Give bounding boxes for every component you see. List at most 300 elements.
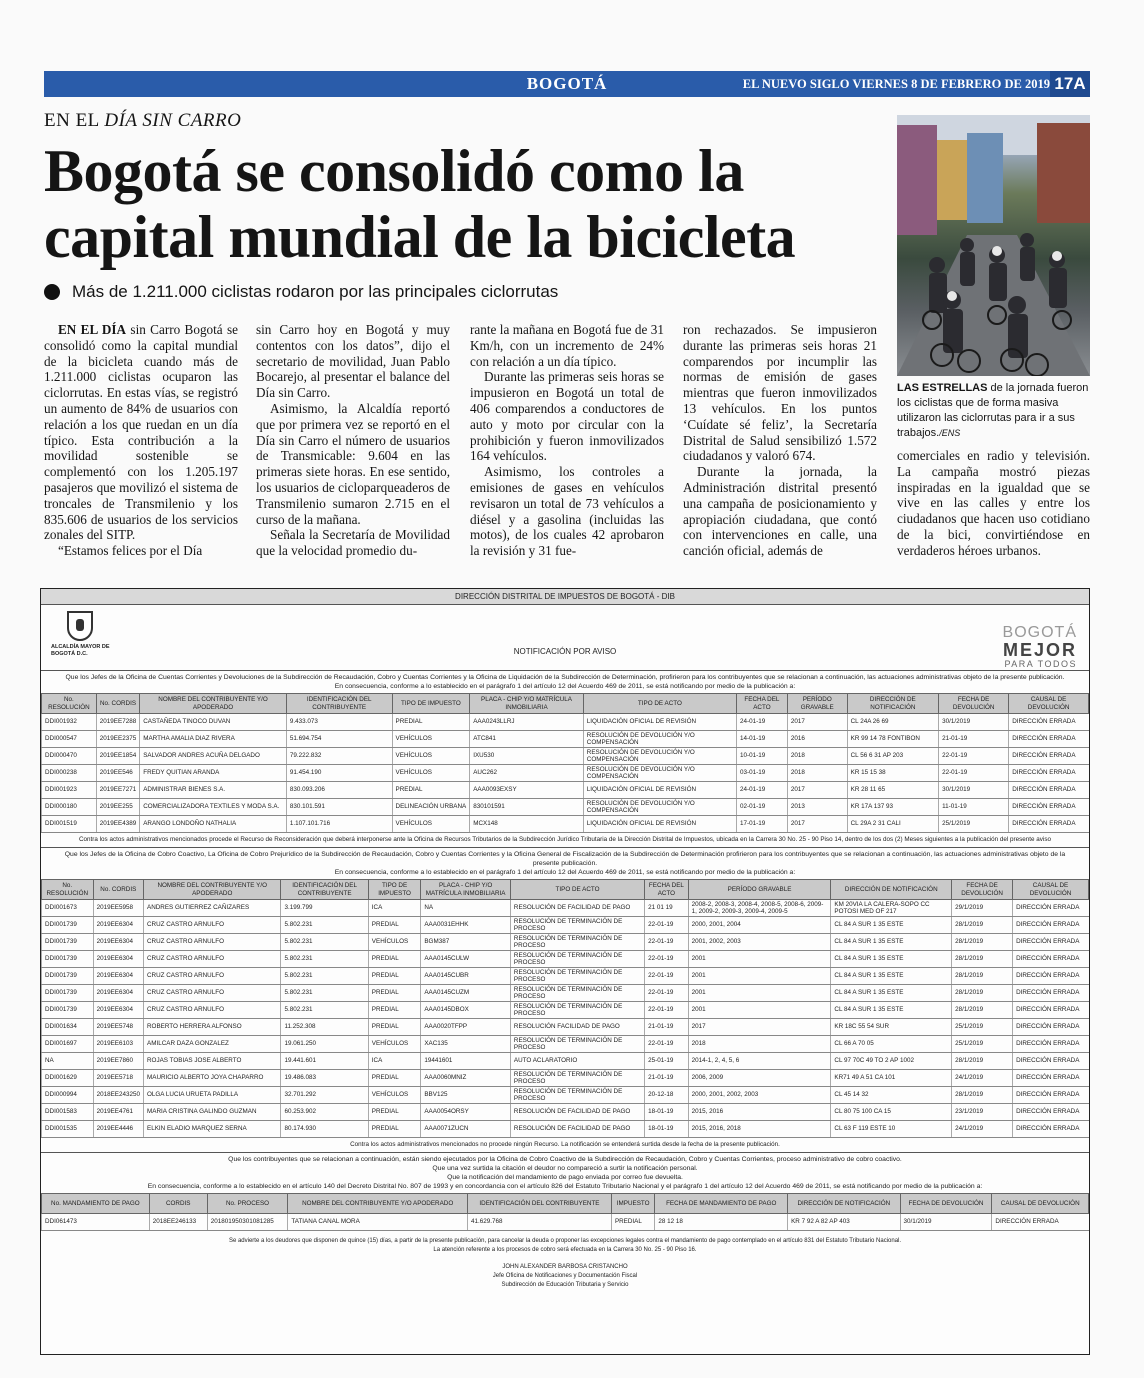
table-cell: AUTO ACLARATORIO [510,1053,644,1070]
table-cell: 28/1/2019 [952,985,1013,1002]
table-cell: 30/1/2019 [900,1214,992,1231]
table-row [42,1214,1089,1231]
table-row [42,951,1089,968]
table-cell: VEHÍCULOS [392,765,470,782]
table-row [42,968,1089,985]
table-cell: CL 84 A SUR 1 35 ESTE [831,968,952,985]
table-cell: 2018EE246133 [149,1214,207,1231]
signatory-office: Subdirección de Educación Tributaria y Servicio [501,1282,629,1288]
table-cell: DDI000470 [42,748,97,765]
table-cell: VEHÍCULOS [368,934,421,951]
table-cell: PREDIAL [368,985,421,1002]
table-row [42,1121,1089,1138]
table-cell: 21-01-19 [645,1019,689,1036]
paragraph-text: sin Carro Bogotá se consolidó como la capital mundial de la bicicleta cuando más de 1.211.000 ciclistas ocuparon las ciclorrutas. En estas vías, se registró un aumento de 84% de usuarios con relación a los que ruedan en un día típico. Esta contribución a la movilidad sostenible se complementó con los 1.205.197 pasajeros que movilizó el sistema de troncales de Transmilenio y los 835.606 de usuarios de los servicios zonales del SITP. [44,322,238,543]
table-cell: 830.093.206 [286,782,392,799]
table-cell: 2001 [688,968,831,985]
table-cell: KR 7 92 A 82 AP 403 [788,1214,900,1231]
table-cell: 2019EE6304 [93,934,143,951]
table-cell: 21-01-19 [939,731,1009,748]
table-cell: DIRECCIÓN ERRADA [1009,748,1089,765]
table-cell: 5.802.231 [281,968,368,985]
table-cell: VEHÍCULOS [368,1087,421,1104]
table-cell: 28/1/2019 [952,951,1013,968]
table-cell: ICA [368,1053,421,1070]
table-cell: 18-01-19 [645,1121,689,1138]
table-cell: RESOLUCIÓN DE FACILIDAD DE PAGO [510,1104,644,1121]
table-cell: 2019EE4446 [93,1121,143,1138]
paragraph: ron rechazados. Se impusieron durante las primeras seis horas 21 comparendos por incumplir las normas de emisión de gases mientras que fueron inmovilizados 13 vehículos. En los puntos ‘Cuídate sé feliz’, la Secretaría Distrital de Salud sensibilizó 1.572 ciudadanos y valoró 674. [683,322,877,464]
table-cell: VEHÍCULOS [368,1036,421,1053]
table-cell: 830101591 [470,799,584,816]
table-cell: ARANGO LONDOÑO NATHALIA [140,816,287,833]
table-cell: 2019EE6103 [93,1036,143,1053]
table-cell: 2017 [787,782,847,799]
section-name: BOGOTÁ [526,74,608,93]
table-cell: PREDIAL [368,917,421,934]
paragraph [44,322,238,543]
table-cell: DDI000994 [42,1087,94,1104]
table-cell: 2015, 2016 [688,1104,831,1121]
notice-table-2 [41,879,1089,1138]
table-cell: CRUZ CASTRO ARNULFO [144,985,281,1002]
table-cell: 03-01-19 [737,765,788,782]
table-cell: 2019EE7271 [96,782,139,799]
table-cell: DIRECCIÓN ERRADA [1009,816,1089,833]
column-header: TIPO DE ACTO [583,694,736,714]
table-cell: TATIANA CANAL MORA [288,1214,468,1231]
table-cell: CRUZ CASTRO ARNULFO [144,934,281,951]
subhead [44,282,558,302]
table-cell: 22-01-19 [645,1036,689,1053]
table-cell: 2017 [688,1019,831,1036]
table-cell: 3.199.799 [281,900,368,917]
table-cell: SALVADOR ANDRES ACUÑA DELGADO [140,748,287,765]
table-cell: AAA0145DBOX [421,1002,511,1019]
caption-text: de la jornada fueron los ciclistas que de forma masiva utilizaron las ciclorrutas para ir a sus trabajos. [897,382,1089,439]
table-cell: KR 17A 137 93 [847,799,938,816]
table-cell: 2017 [787,714,847,731]
footer-text: Se advierte a los deudores que disponen de quince (15) días, a partir de la presente publicación, para cancelar la deuda o proponer las excepciones legales contra el mandamiento de pago contemplado en el artículo 831 del Estatuto Tributario Nacional. [228,1238,902,1244]
table-cell: DIRECCIÓN ERRADA [1013,934,1089,951]
table-cell: 2008-2, 2008-3, 2008-4, 2008-5, 2008-6, 2009-1, 2009-2, 2009-3, 2009-4, 2009-5 [688,900,831,917]
table-cell: VEHÍCULOS [392,731,470,748]
table-cell: RESOLUCIÓN DE TERMINACIÓN DE PROCESO [510,1036,644,1053]
table-cell: PREDIAL [368,1104,421,1121]
cyclists-photo-illustration [897,115,1090,376]
table-cell: DDI061473 [42,1214,150,1231]
table-cell: AAA0243LLRJ [470,714,584,731]
table-cell: DIRECCIÓN ERRADA [1013,951,1089,968]
table-row [42,1036,1089,1053]
table-cell: 28/1/2019 [952,1053,1013,1070]
notice-intro-1 [41,671,1089,693]
table-cell: 11.252.308 [281,1019,368,1036]
column-header: NOMBRE DEL CONTRIBUYENTE Y/O APODERADO [144,880,281,900]
table-row [42,1019,1089,1036]
table-cell: 1.107.101.716 [286,816,392,833]
table-cell: 10-01-19 [737,748,788,765]
table-cell: 22-01-19 [939,765,1009,782]
table-cell: KR 18C 55 54 SUR [831,1019,952,1036]
table-cell: 2000, 2001, 2004 [688,917,831,934]
table-cell: 91.454.190 [286,765,392,782]
table-cell: CL 84 A SUR 1 35 ESTE [831,985,952,1002]
notice-intro-3 [41,1153,1089,1193]
table-cell: DIRECCIÓN ERRADA [1013,1104,1089,1121]
table-cell: CL 45 14 32 [831,1087,952,1104]
photo-caption [897,381,1090,441]
table-cell: 2001 [688,951,831,968]
table-cell: 17-01-19 [737,816,788,833]
notice-note-1: Contra los actos administrativos mencionados procede el Recurso de Reconsideración que deberá interponerse ante la Oficina de Recursos Tributarios de la Subdirección Jurídico Tributaria de la Dirección Distrital de Impuestos, ubicada en la Carrera 30 No. 25 - 90 Piso 14, dentro de los dos (2) Meses siguientes a la publicación del presente aviso [41,833,1089,848]
table-cell: 2018 [688,1036,831,1053]
table-cell: DDI001932 [42,714,97,731]
table-cell: PREDIAL [368,968,421,985]
table-cell: VEHÍCULOS [392,816,470,833]
table-cell: 2019EE6304 [93,985,143,1002]
column-header: NOMBRE DEL CONTRIBUYENTE Y/O APODERADO [288,1194,468,1214]
table-cell: AAA0145CUZM [421,985,511,1002]
table-cell: DIRECCIÓN ERRADA [1013,1070,1089,1087]
signatory-name: JOHN ALEXANDER BARBOSA CRISTANCHO [502,1264,628,1270]
table-cell: NA [421,900,511,917]
table-header-row [42,694,1089,714]
table-row [42,900,1089,917]
table-cell: KR71 49 A 51 CA 101 [831,1070,952,1087]
table-cell: AAA0145CULW [421,951,511,968]
table-cell: RESOLUCIÓN DE TERMINACIÓN DE PROCESO [510,968,644,985]
table-cell: RESOLUCIÓN DE DEVOLUCIÓN Y/O COMPENSACIÓN [583,748,736,765]
column-header: PLACA - CHIP Y/O MATRÍCULA INMOBILIARIA [421,880,511,900]
table-cell: RESOLUCIÓN DE TERMINACIÓN DE PROCESO [510,1087,644,1104]
table-cell: RESOLUCIÓN DE DEVOLUCIÓN Y/O COMPENSACIÓN [583,799,736,816]
table-cell: PREDIAL [368,1070,421,1087]
table-cell: CRUZ CASTRO ARNULFO [144,1002,281,1019]
table-cell: ICA [368,900,421,917]
table-cell: DDI001634 [42,1019,94,1036]
table-cell: RESOLUCIÓN DE TERMINACIÓN DE PROCESO [510,951,644,968]
table-cell: IXU530 [470,748,584,765]
table-row [42,1104,1089,1121]
column-header: TIPO DE IMPUESTO [368,880,421,900]
table-cell: 5.802.231 [281,917,368,934]
table-cell: 19.441.601 [281,1053,368,1070]
table-cell: 28/1/2019 [952,968,1013,985]
table-cell: DIRECCIÓN ERRADA [1009,731,1089,748]
column-header: TIPO DE IMPUESTO [392,694,470,714]
table-cell: 2019EE7860 [93,1053,143,1070]
shield-icon [67,611,93,641]
table-cell: CL 29A 2 31 CALI [847,816,938,833]
table-cell: DDI001629 [42,1070,94,1087]
table-cell: 28/1/2019 [952,1002,1013,1019]
notice-table-1 [41,693,1089,833]
page-number: 17A [1050,71,1090,97]
caption-lead: LAS ESTRELLAS [897,382,988,394]
table-cell: 2019EE1854 [96,748,139,765]
table-cell: AAA0071ZUCN [421,1121,511,1138]
table-cell: DDI001739 [42,968,94,985]
table-cell: 28/1/2019 [952,934,1013,951]
bogota-mejor-logo [967,625,1077,669]
table-cell: AAA0054ORSY [421,1104,511,1121]
table-cell: 201801950301081285 [207,1214,288,1231]
paragraph: sin Carro hoy en Bogotá y muy contentos con los datos”, dijo el secretario de movilidad, Juan Pablo Bocarejo, al presentar el balance del Día sin Carro. [256,322,450,401]
table-cell: ATC841 [470,731,584,748]
table-cell: CL 84 A SUR 1 35 ESTE [831,951,952,968]
table-cell: 2019EE5748 [93,1019,143,1036]
column-header: IDENTIFICACIÓN DEL CONTRIBUYENTE [467,1194,611,1214]
table-cell: CL 97 70C 49 TO 2 AP 1002 [831,1053,952,1070]
table-cell: CL 84 A SUR 1 35 ESTE [831,934,952,951]
table-cell: PREDIAL [392,782,470,799]
paragraph: Señala la Secretaría de Movilidad que la velocidad promedio du- [256,527,450,559]
table-cell: 41.629.768 [467,1214,611,1231]
table-cell: 25/1/2019 [939,816,1009,833]
column-header: No. RESOLUCIÓN [42,694,97,714]
table-cell: FREDY QUITIAN ARANDA [140,765,287,782]
table-cell: ADMINISTRAR BIENES S.A. [140,782,287,799]
notice-note-2: Contra los actos administrativos mencionados no procede ningún Recurso. La notificación se entenderá surtida desde la fecha de la presente publicación. [41,1138,1089,1153]
table-cell: CL 84 A SUR 1 35 ESTE [831,917,952,934]
table-cell: DIRECCIÓN ERRADA [1013,1087,1089,1104]
table-cell: DELINEACIÓN URBANA [392,799,470,816]
table-cell: 2019EE4389 [96,816,139,833]
table-cell: RESOLUCIÓN DE FACILIDAD DE PAGO [510,1121,644,1138]
notice-type: NOTIFICACIÓN POR AVISO [513,647,617,656]
table-cell: ROJAS TOBIAS JOSE ALBERTO [144,1053,281,1070]
column-header: CAUSAL DE DEVOLUCIÓN [1009,694,1089,714]
table-cell: 25-01-19 [645,1053,689,1070]
table-cell: 2019EE5718 [93,1070,143,1087]
table-cell: DIRECCIÓN ERRADA [1013,985,1089,1002]
intro-text: En consecuencia, conforme a lo establecido en el parágrafo 1 del artículo 12 del Acuerdo 469 de 2011, se está notificando por medio de la publicación a: [334,683,796,690]
table-cell: 2019EE6304 [93,968,143,985]
table-cell: RESOLUCIÓN DE TERMINACIÓN DE PROCESO [510,1002,644,1019]
section-header-band [44,71,1090,97]
notice-table-3 [41,1193,1089,1231]
table-cell: 25/1/2019 [952,1019,1013,1036]
table-cell: 2019EE2375 [96,731,139,748]
article-column-4 [683,322,877,559]
table-cell: RESOLUCIÓN DE TERMINACIÓN DE PROCESO [510,934,644,951]
table-cell: DDI001673 [42,900,94,917]
table-cell: 79.222.832 [286,748,392,765]
table-row [42,1087,1089,1104]
table-cell: 2000, 2001, 2002, 2003 [688,1087,831,1104]
table-cell: DIRECCIÓN ERRADA [1009,799,1089,816]
table-cell: PREDIAL [368,1121,421,1138]
table-cell: MARTHA AMALIA DIAZ RIVERA [140,731,287,748]
table-cell: MARIA CRISTINA GALINDO GUZMAN [144,1104,281,1121]
paragraph: Asimismo, la Alcaldía reportó que por primera vez se reportó en el Día sin Carro el número de usuarios de Transmicable: 9.604 en las primeras siete horas. En ese sentido, los usuarios de cicloparqueaderos de Transmilenio sumaron 2.715 en el curso de la mañana. [256,400,450,527]
table-cell: AUC262 [470,765,584,782]
table-header-row [42,880,1089,900]
table-cell: 22-01-19 [939,748,1009,765]
table-cell: KR 15 15 38 [847,765,938,782]
table-cell: DIRECCIÓN ERRADA [1013,917,1089,934]
table-cell: 80.174.930 [281,1121,368,1138]
brand-line-3: PARA TODOS [1004,659,1077,669]
table-cell: CL 84 A SUR 1 35 ESTE [831,1002,952,1019]
table-cell: DIRECCIÓN ERRADA [992,1214,1089,1231]
table-cell: 30/1/2019 [939,782,1009,799]
table-cell: ROBERTO HERRERA ALFONSO [144,1019,281,1036]
table-cell: DIRECCIÓN ERRADA [1013,900,1089,917]
table-cell: CL 24A 26 69 [847,714,938,731]
table-cell: AAA0031EHHK [421,917,511,934]
dateline: EL NUEVO SIGLO VIERNES 8 DE FEBRERO DE 2019 [742,76,1050,91]
column-header: FECHA DE MANDAMIENTO DE PAGO [655,1194,788,1214]
table-cell: CRUZ CASTRO ARNULFO [144,968,281,985]
table-row [42,765,1089,782]
table-cell: LIQUIDACIÓN OFICIAL DE REVISIÓN [583,816,736,833]
column-header: IDENTIFICACIÓN DEL CONTRIBUYENTE [281,880,368,900]
table-cell: 2001 [688,985,831,1002]
table-row [42,985,1089,1002]
table-cell: AMILCAR DAZA GONZALEZ [144,1036,281,1053]
table-cell: DDI001583 [42,1104,94,1121]
table-row [42,917,1089,934]
table-row [42,1053,1089,1070]
table-cell: DDI001739 [42,934,94,951]
table-cell: DIRECCIÓN ERRADA [1009,765,1089,782]
column-header: No. CORDIS [96,694,139,714]
table-cell: 21-01-19 [645,1070,689,1087]
column-header: FECHA DE DEVOLUCIÓN [900,1194,992,1214]
table-cell: RESOLUCIÓN DE DEVOLUCIÓN Y/O COMPENSACIÓN [583,765,736,782]
table-cell: CL 80 75 100 CA 15 [831,1104,952,1121]
column-header: PERÍODO GRAVABLE [787,694,847,714]
lead-in: EN EL DÍA [58,322,127,337]
table-cell: 24/1/2019 [952,1121,1013,1138]
headline: Bogotá se consolidó como la capital mundial de la bicicleta [44,138,796,270]
column-header: DIRECCIÓN DE NOTIFICACIÓN [847,694,938,714]
table-cell: 2018 [787,765,847,782]
column-header: FECHA DEL ACTO [737,694,788,714]
table-cell: COMERCIALIZADORA TEXTILES Y MODA S.A. [140,799,287,816]
table-cell: 2001, 2002, 2003 [688,934,831,951]
table-row [42,714,1089,731]
alcaldia-label: ALCALDÍA MAYOR DE BOGOTÁ D.C. [51,644,110,657]
brand-line-1: BOGOTÁ [1002,624,1077,641]
table-cell: 02-01-19 [737,799,788,816]
bullet-dot-icon [44,284,60,300]
table-row [42,1002,1089,1019]
table-cell: 28/1/2019 [952,1087,1013,1104]
table-cell: 25/1/2019 [952,1036,1013,1053]
table-cell: DIRECCIÓN ERRADA [1009,714,1089,731]
table-cell: CASTAÑEDA TINOCO DUVAN [140,714,287,731]
paragraph: rante la mañana en Bogotá fue de 31 Km/h, con un incremento de 24% con relación a un día típico. [470,322,664,369]
table-cell: DDI001739 [42,917,94,934]
photo-credit: /ENS [939,428,961,438]
table-cell: RESOLUCIÓN DE FACILIDAD DE PAGO [510,900,644,917]
column-header: CAUSAL DE DEVOLUCIÓN [992,1194,1089,1214]
table-cell: DDI001519 [42,816,97,833]
table-cell: PREDIAL [392,714,470,731]
table-cell: 11-01-19 [939,799,1009,816]
table-cell: 30/1/2019 [939,714,1009,731]
table-cell: CRUZ CASTRO ARNULFO [144,951,281,968]
table-cell: RESOLUCIÓN FACILIDAD DE PAGO [510,1019,644,1036]
table-cell: 5.802.231 [281,985,368,1002]
table-cell: 2017 [787,816,847,833]
table-cell: 28 12 18 [655,1214,788,1231]
table-row [42,782,1089,799]
table-row [42,731,1089,748]
column-header: PERÍODO GRAVABLE [688,880,831,900]
table-cell: ANDRES GUTIERREZ CAÑIZARES [144,900,281,917]
table-cell: DDI000238 [42,765,97,782]
table-cell: 2019EE6304 [93,1002,143,1019]
article-column-1 [44,322,238,559]
article-column-5 [897,448,1090,559]
table-cell: 19441601 [421,1053,511,1070]
table-cell: 2019EE4761 [93,1104,143,1121]
intro-text: Que una vez surtida la citación el deudor no compareció a surtir la notificación personal. [432,1165,698,1172]
table-cell: ELKIN ELADIO MARQUEZ SERNA [144,1121,281,1138]
table-cell: AAA0020TFPP [421,1019,511,1036]
table-cell: AAA0093EXSY [470,782,584,799]
table-cell: BBV125 [421,1087,511,1104]
table-cell: 22-01-19 [645,985,689,1002]
table-cell: DIRECCIÓN ERRADA [1013,968,1089,985]
table-cell: DDI000547 [42,731,97,748]
table-cell: MAURICIO ALBERTO JOYA CHAPARRO [144,1070,281,1087]
table-cell: 22-01-19 [645,951,689,968]
column-header: No. PROCESO [207,1194,288,1214]
table-cell: 2018 [787,748,847,765]
paragraph: Durante las primeras seis horas se impusieron en Bogotá un total de 406 comparendos a conductores de auto y moto por circular con la prohibición y fueron inmovilizados 164 vehículos. [470,369,664,464]
column-header: No. RESOLUCIÓN [42,880,94,900]
table-row [42,748,1089,765]
column-header: DIRECCIÓN DE NOTIFICACIÓN [788,1194,900,1214]
column-header: No. MANDAMIENTO DE PAGO [42,1194,150,1214]
table-cell: LIQUIDACIÓN OFICIAL DE REVISIÓN [583,714,736,731]
table-cell: 28/1/2019 [952,917,1013,934]
table-cell: 23/1/2019 [952,1104,1013,1121]
table-cell: AAA0060MNIZ [421,1070,511,1087]
table-cell: 2015, 2016, 2018 [688,1121,831,1138]
column-header: NOMBRE DEL CONTRIBUYENTE Y/O APODERADO [140,694,287,714]
table-cell: 2019EE5958 [93,900,143,917]
article-column-3 [470,322,664,559]
column-header: PLACA - CHIP Y/O MATRÍCULA INMOBILIARIA [470,694,584,714]
table-cell: 24-01-19 [737,782,788,799]
paragraph: “Estamos felices por el Día [58,543,203,559]
table-cell: 20-12-18 [645,1087,689,1104]
table-cell: DDI001739 [42,951,94,968]
article-column-2 [256,322,450,559]
intro-text: En consecuencia, conforme a lo establecido en el parágrafo 1 del artículo 12 del Acuerdo 469 de 2011, se está notificando por medio de la publicación a: [334,869,796,876]
table-cell: 14-01-19 [737,731,788,748]
table-cell: 5.802.231 [281,951,368,968]
table-cell: MCX148 [470,816,584,833]
table-cell: 5.802.231 [281,1002,368,1019]
footer-text: La atención referente a los procesos de cobro será efectuada en la Carrera 30 No. 25 - 90 Piso 16. [433,1247,697,1253]
table-cell: KM 20VIA LA CALERA-SOPO CC POTOSI MED OF 217 [831,900,952,917]
table-cell: RESOLUCIÓN DE TERMINACIÓN DE PROCESO [510,917,644,934]
table-cell: 18-01-19 [645,1104,689,1121]
signatory-title: Jefe Oficina de Notificaciones y Documentación Fiscal [492,1273,638,1279]
table-cell: 19.486.083 [281,1070,368,1087]
column-header: IDENTIFICACIÓN DEL CONTRIBUYENTE [286,694,392,714]
table-cell: OLGA LUCIA URUETA PADILLA [144,1087,281,1104]
table-cell: KR 99 14 78 FONTIBON [847,731,938,748]
table-cell: DIRECCIÓN ERRADA [1009,782,1089,799]
